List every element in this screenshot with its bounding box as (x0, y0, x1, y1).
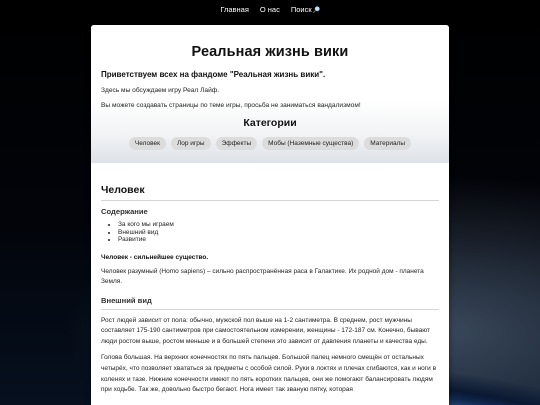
toc-item-appearance[interactable]: • Внешний вид (118, 229, 439, 237)
hero-section (91, 25, 449, 163)
lead-bold-text: Человек - сильнейшее существо. (101, 253, 209, 261)
toc-heading: Содержание (101, 207, 148, 216)
section-appearance-heading: Внешний вид (101, 295, 152, 305)
category-chip-lore[interactable]: Лор игры (171, 137, 211, 150)
welcome-text: Приветствуем всех на фандоме "Реальная жизнь вики". (101, 70, 326, 79)
nav-search-link[interactable] (291, 5, 320, 14)
nav-about-link[interactable]: О нас (259, 4, 280, 14)
category-chip-human[interactable]: Человек (129, 137, 166, 150)
appearance-paragraph-2: Голова большая. На верхних конечностях по пять пальцев. Большой палец немного смещён от остальных четырёх, что позволяет хвататься за предметы с особой силой. Руки в локтях и плечах сгибаются, как и ноги в коленях и тазе. Нижние конечности имеют по пять коротких пальцев, они же помогают балансировать людям при ходьбе. Так же, довольно быстро бегают. Нога имеет так званую пятку, которая (101, 354, 437, 394)
category-chip-effects[interactable]: Эффекты (216, 137, 258, 150)
table-of-contents (101, 221, 439, 244)
appearance-paragraph-1: Рост людей зависит от пола: обычно, мужской пол выше на 1-2 сантиметра. В среднем, рост мужчины составляет 175-190 сантиметров при самостоятельном измерении, женщины - 172-187 см. Конечно, бывают люди ростом выше, ростом меньше и в большей степени это зависит от давления планеты и качества еды. (101, 316, 430, 345)
intro-text-2: Вы можете создавать страницы по теме игры, просьба не заниматься вандализмом! (101, 102, 361, 109)
toc-item-who-we-play[interactable]: • За кого мы играем (118, 221, 439, 229)
category-chip-materials[interactable]: Материалы (364, 137, 411, 150)
top-navigation (0, 0, 540, 18)
title-divider (101, 200, 439, 201)
lead-paragraph: Человек разумный (Homo sapiens) – сильно распространённая раса в Галактике. Их родной дом - планета Земля. (101, 267, 424, 286)
nav-home-link[interactable]: Главная (220, 4, 249, 14)
section-divider (101, 309, 439, 310)
nav-search-label: Поиск (290, 4, 312, 14)
article-title: Человек (101, 184, 145, 196)
category-list (101, 137, 439, 150)
toc-item-development[interactable]: • Развитие (118, 236, 439, 244)
category-chip-mobs[interactable]: Мобы (Наземные существа) (262, 137, 359, 150)
magnifier-icon (313, 6, 320, 13)
intro-text-1: Здесь мы обсуждаем игру Реал Лайф. (101, 87, 220, 94)
page-title: Реальная жизнь вики (191, 44, 349, 60)
content-card (91, 25, 449, 405)
article-section (91, 184, 449, 396)
categories-heading: Категории (243, 117, 297, 129)
